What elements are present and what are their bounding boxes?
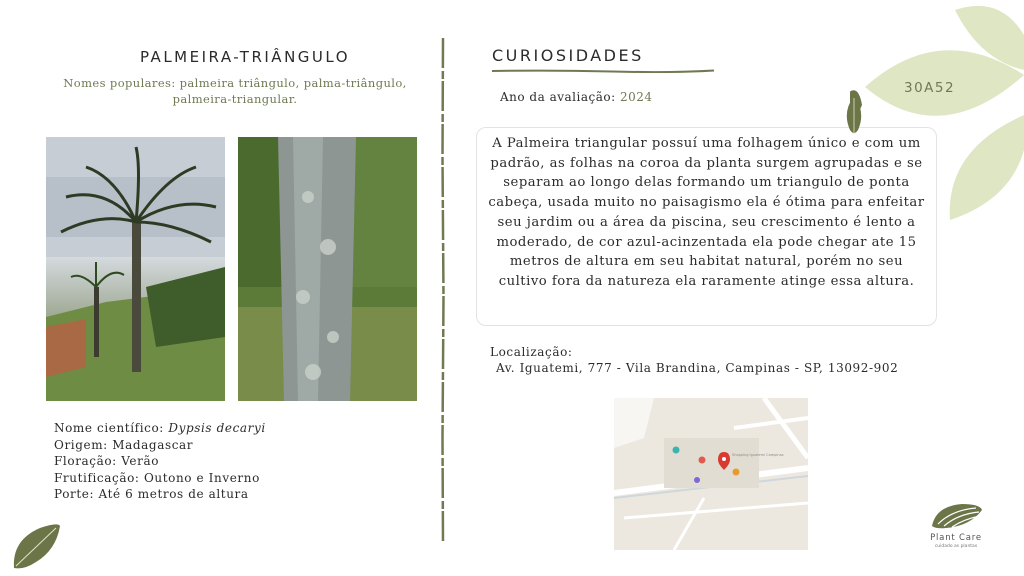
popular-names-line1: Nomes populares: palmeira triângulo, palma-triângulo, (63, 76, 407, 90)
brand-name: Plant Care (930, 533, 982, 543)
plant-size: Porte: Até 6 metros de altura (54, 487, 249, 501)
location-label: Localização: (490, 345, 573, 359)
description-text: A Palmeira triangular possuí uma folhagem único e com um padrão, as folhas na coroa da planta surgem agrupadas e se separam ao longo delas formando um triangulo de ponta cabeça, usada muito no paisagismo ela é ótima para enfeitar seu jardim ou a área da piscina, seu crescimento é lento a moderado, de cor azul-acinzentada ela pode chegar ate 15 metros de altura em seu habitat natural, porém no seu cultivo fora da natureza ela raramente atinge essa altura. (488, 136, 925, 289)
scientific-name: Nome científico: Dypsis decaryi (54, 421, 266, 435)
evaluation-year: Ano da avaliação: 2024 (500, 90, 653, 104)
plant-details (54, 420, 266, 503)
brand-tagline: cuidado as plantas (934, 544, 978, 549)
plant-code-badge: 30A52 (904, 80, 956, 96)
leaf-icon-small (842, 94, 866, 136)
popular-names-line2: palmeira-triangular. (172, 92, 298, 106)
origin: Origem: Madagascar (54, 437, 194, 452)
scientific-name-value: Dypsis decaryi (168, 421, 266, 435)
palm-tree-photo (46, 137, 225, 401)
plant-title: PALMEIRA-TRIÂNGULO (139, 48, 351, 66)
flowering: Floração: Verão (54, 454, 160, 468)
leaf-icon-bottom-left (10, 520, 62, 572)
evaluation-year-value: 2024 (619, 90, 653, 104)
column-divider (441, 38, 445, 543)
leaf-decoration-top-right (850, 0, 1024, 225)
title-underline (492, 69, 714, 73)
palm-trunk-photo (238, 137, 417, 401)
map-pin-label: Shopping Iguatemi Campinas (732, 453, 784, 457)
popular-names (38, 75, 432, 107)
curiosities-title: CURIOSIDADES (492, 46, 644, 65)
location-address: Av. Iguatemi, 777 - Vila Brandina, Campinas - SP, 13092-902 (496, 361, 899, 375)
fruiting: Frutificação: Outono e Inverno (54, 470, 260, 485)
location-map[interactable] (614, 398, 808, 550)
plant-care-logo (926, 500, 986, 530)
